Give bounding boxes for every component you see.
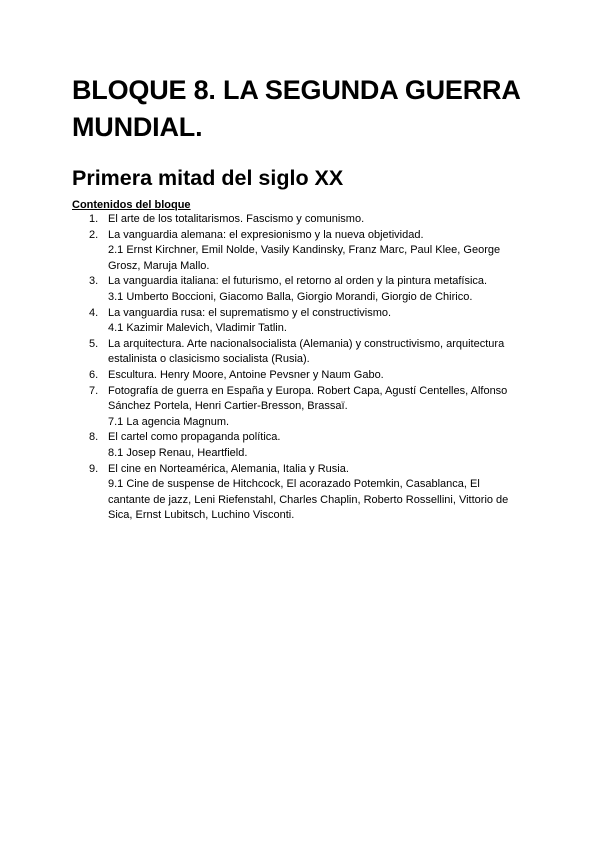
contents-list: [72, 212, 532, 524]
list-item-detail: Grosz, Maruja Mallo.: [108, 259, 210, 272]
list-item: [72, 274, 532, 305]
list-number: 7.: [89, 384, 99, 397]
list-item-detail: 3.1 Umberto Boccioni, Giacomo Balla, Giorgio Morandi, Giorgio de Chirico.: [108, 290, 473, 303]
title-line: MUNDIAL.: [72, 112, 203, 142]
list-item-text: Escultura. Henry Moore, Antoine Pevsner y Naum Gabo.: [108, 368, 384, 381]
list-item: [72, 462, 532, 524]
list-item-text: La vanguardia alemana: el expresionismo y la nueva objetividad.: [108, 228, 424, 241]
list-item: [72, 430, 532, 461]
list-item-text: El cartel como propaganda política.: [108, 431, 281, 444]
list-item-detail: 9.1 Cine de suspense de Hitchcock, El acorazado Potemkin, Casablanca, El: [108, 478, 480, 491]
section-heading: Contenidos del bloque: [72, 199, 191, 211]
list-number: 8.: [89, 431, 99, 444]
list-number: 6.: [89, 368, 99, 381]
list-item: [72, 228, 532, 275]
list-item-detail: 7.1 La agencia Magnum.: [108, 415, 230, 428]
list-item-text: El arte de los totalitarismos. Fascismo y comunismo.: [108, 213, 365, 225]
title-line: BLOQUE 8. LA SEGUNDA GUERRA: [72, 75, 521, 105]
list-item-text: La arquitectura. Arte nacionalsocialista (Alemania) y constructivismo, arquitectura: [108, 337, 505, 350]
list-item-detail: estalinista o clasicismo socialista (Rusia).: [108, 353, 310, 366]
list-number: 1.: [89, 213, 99, 225]
list-item-detail: Sánchez Portela, Henri Cartier-Bresson, Brassaï.: [108, 400, 348, 413]
list-item: [72, 337, 532, 368]
list-item-text: La vanguardia rusa: el suprematismo y el constructivismo.: [108, 306, 392, 319]
list-item-text: Fotografía de guerra en España y Europa. Robert Capa, Agustí Centelles, Alfonso: [108, 384, 508, 397]
list-item-detail: 2.1 Ernst Kirchner, Emil Nolde, Vasily Kandinsky, Franz Marc, Paul Klee, George: [108, 244, 501, 257]
list-item-detail: Sica, Ernst Lubitsch, Luchino Visconti.: [108, 509, 295, 522]
list-item: [72, 384, 532, 431]
list-number: 9.: [89, 462, 99, 475]
list-item-detail: 8.1 Josep Renau, Heartfield.: [108, 446, 248, 459]
list-item-detail: 4.1 Kazimir Malevich, Vladimir Tatlin.: [108, 322, 287, 335]
list-item-text: El cine en Norteamérica, Alemania, Italia y Rusia.: [108, 462, 349, 475]
list-item-text: La vanguardia italiana: el futurismo, el retorno al orden y la pintura metafísica.: [108, 275, 488, 288]
list-item: [72, 368, 532, 384]
list-number: 3.: [89, 275, 99, 288]
list-item: [72, 306, 532, 337]
contents-section: [72, 198, 532, 524]
list-number: 4.: [89, 306, 99, 319]
list-item-detail: cantante de jazz, Leni Riefenstahl, Charles Chaplin, Roberto Rossellini, Vittorio de: [108, 493, 509, 506]
list-number: 5.: [89, 337, 99, 350]
list-number: 2.: [89, 228, 99, 241]
document-title: [72, 72, 521, 146]
list-item: [72, 212, 532, 228]
subtitle: Primera mitad del siglo XX: [72, 166, 344, 190]
